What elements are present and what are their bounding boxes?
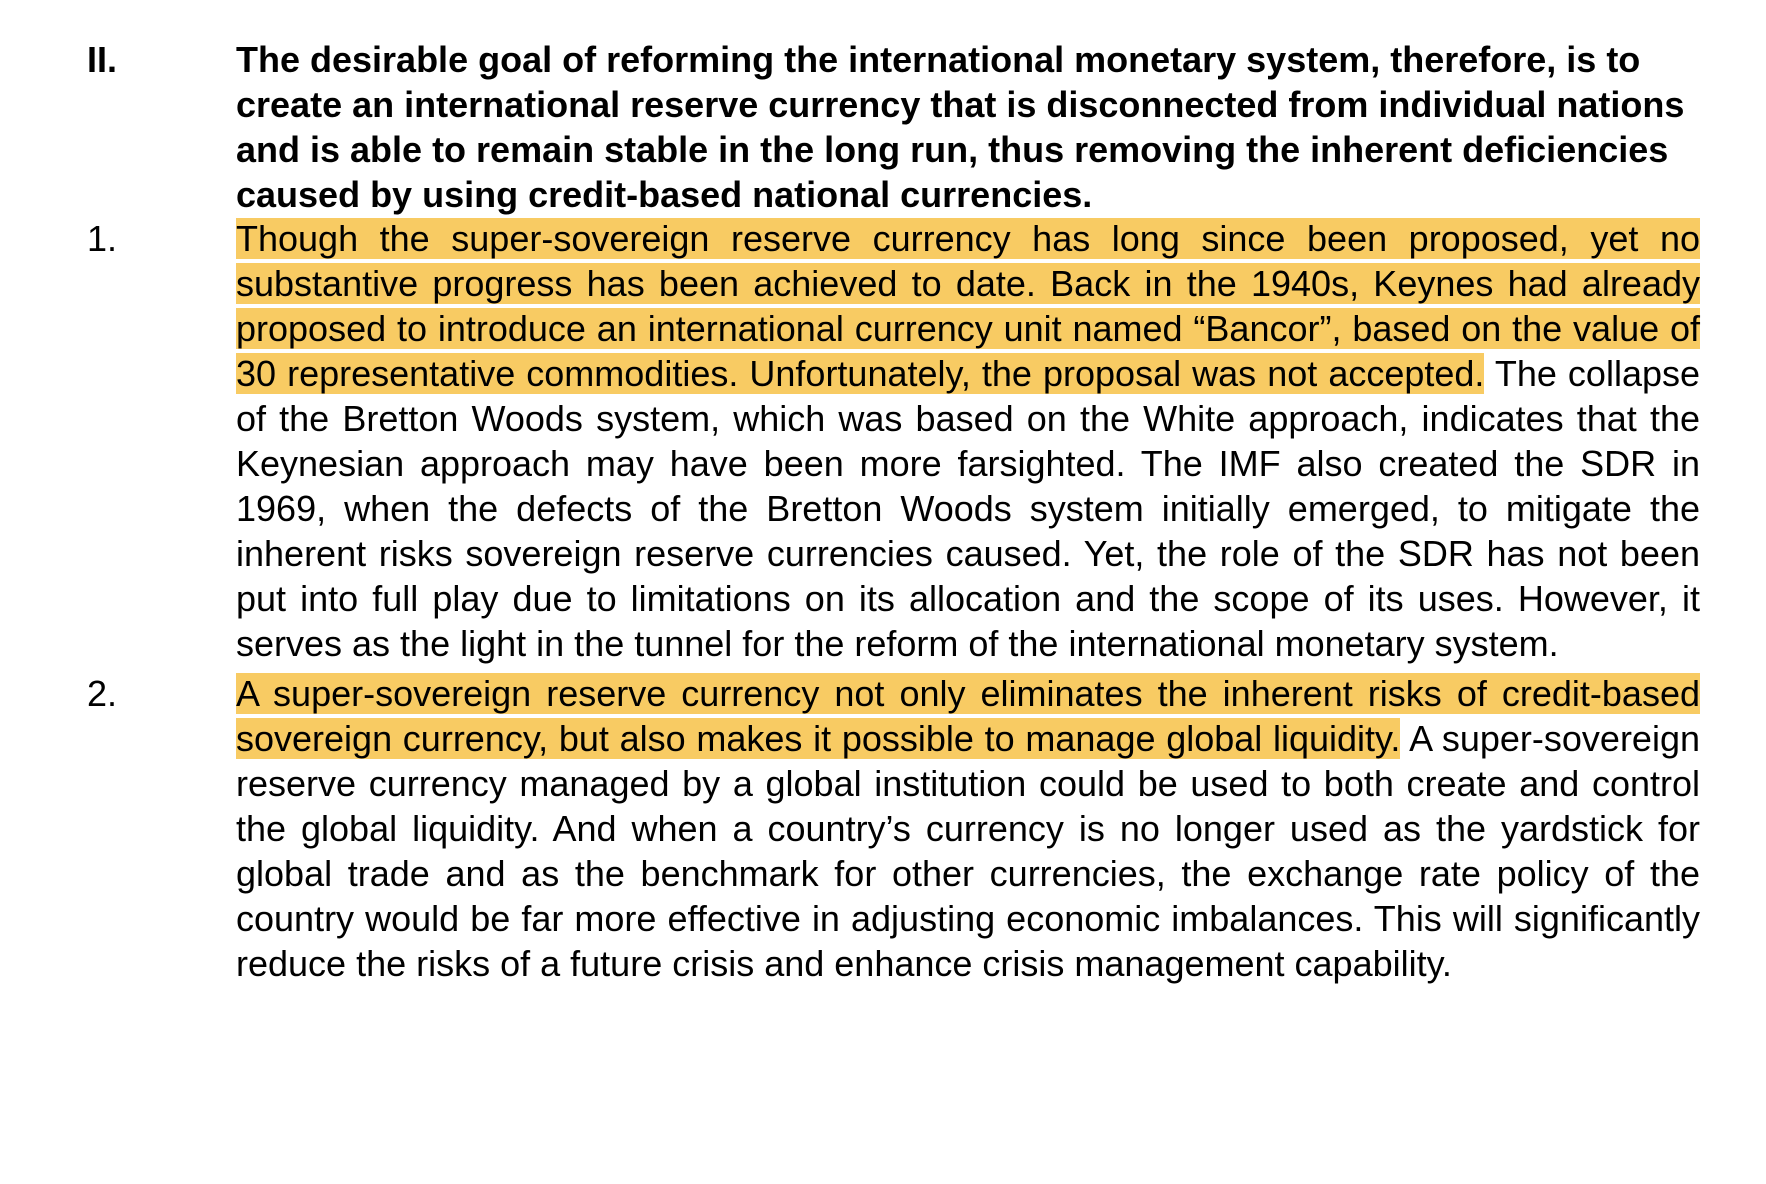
paragraph-2-text [236,671,1700,986]
paragraph-2-highlighted-text: A super-sovereign reserve currency not only eliminates the inherent risks of credit-based sovereign currency, but also makes it possible to manage global liquidity. [236,673,1700,759]
paragraph-1-text [236,216,1700,666]
section-marker: II. [87,39,118,80]
paragraph-1-number: 1. [87,218,118,259]
paragraph-2-plain-text: A super-sovereign reserve currency managed by a global institution could be used to both create and control the global liquidity. And when a country’s currency is no longer used as the yardstick for global trade and as the benchmark for other currencies, the exchange rate policy of the country would be far more effective in adjusting economic imbalances. This will significantly reduce the risks of a future crisis and enhance crisis management capability. [236,718,1700,984]
paragraph-1-plain-text: The collapse of the Bretton Woods system, which was based on the White approach, indicates that the Keynesian approach may have been more farsighted. The IMF also created the SDR in 1969, when the defects of the Bretton Woods system initially emerged, to mitigate the inherent risks sovereign reserve currencies caused. Yet, the role of the SDR has not been put into full play due to limitations on its allocation and the scope of its uses. However, it serves as the light in the tunnel for the reform of the international monetary system. [236,353,1701,664]
paragraph-2-number: 2. [87,673,118,714]
paragraph-1-highlighted-text: Though the super-sovereign reserve currency has long since been proposed, yet no substantive progress has been achieved to date. Back in the 1940s, Keynes had already proposed to introduce an international currency unit named “Bancor”, based on the value of 30 representative commodities. Unfortunately, the proposal was not accepted. [236,218,1700,394]
section-heading-text: The desirable goal of reforming the international monetary system, therefore, is to create an international reserve currency that is disconnected from individual nations and is able to remain stable in the long run, thus removing the inherent deficiencies caused by using credit-based national currencies. [236,39,1685,215]
